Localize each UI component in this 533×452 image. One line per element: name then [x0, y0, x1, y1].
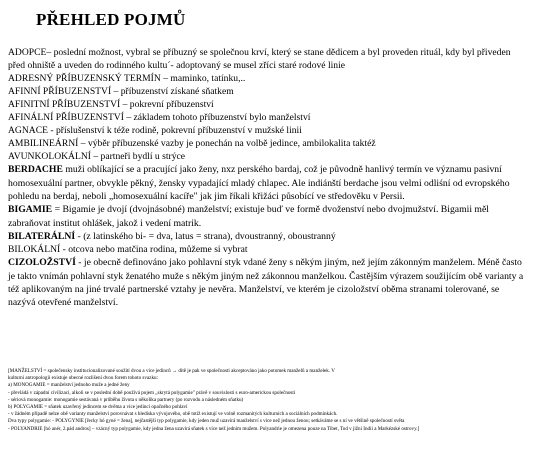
entry-agnace	[8, 124, 528, 137]
glossary-body	[8, 46, 528, 309]
entry-berdache	[8, 163, 528, 203]
entry-text: ADRESNÝ PŘÍBUZENSKÝ TERMÍN – maminko, tatínku,..	[8, 73, 246, 85]
entry-term: BERDACHE	[8, 164, 63, 176]
entry-text: BILOKÁLNÍ - otcova nebo matčina rodina, můžeme si vybrat	[8, 244, 248, 256]
entry-text: - (z latinského bi- = dva, latus = strana), dvoustranný, oboustranný	[75, 230, 336, 242]
footnote-block	[8, 368, 528, 433]
footnote-line: - převládá v západní civilizaci, alkoli se v poslední době používá pojem „skrytá polygamie" právě v souvislosti s euro-americkou společností	[8, 389, 296, 396]
entry-text: muži oblíkající se a pracující jako ženy, nxz perského bardaj, což je původně hanlivý termín ve významu pasivní homosexuální partner, obvykle pěkný, žensky vypadající mladý chlapec. Ale indiánští berdache jsou velmi odliśní od evropského pohledu na berdaj, neboli „homosexuální kacíře" jak jim říkali křižáci působící ve středověku v Persii.	[8, 164, 510, 203]
footnote-line: b) POLYGAMIE = sňatek uzavřený jedincem se dvěma a více jedinci opačného pohlaví	[8, 404, 188, 411]
entry-adresny	[8, 72, 528, 85]
footnote-line: a) MONOGAMIE = manželství jednoho muže a jedné ženy	[8, 382, 130, 389]
footnote-line: kulturní antropologii existuje obecné rozlišení dvou forem tohoto svazku:	[8, 375, 158, 382]
footnote-line: Dva typy polygamie: - POLYGYNIE [řecky hó gyné = žena], nejčastější typ polygamie, kdy jeden muž uzavírá manželství s více než jednou ženou; setkáváme se s ní ve většině společností světa	[8, 418, 405, 425]
entry-term: CIZOLOŽSTVÍ	[8, 257, 76, 269]
entry-bigamie	[8, 203, 528, 230]
entry-adopce	[8, 46, 528, 72]
footnote-line: - v žádném případě nelze obě varianty manželství porovnávat s hlediska vývojového, obě totiž existují ve volně rozmanitých kulturních a sociálních podmínkách.	[8, 411, 338, 418]
footnote-line: - POLYANDRIE [hó anér, 2.pád andros] – vzácný typ polygamie, kdy jedna žena uzavírá sňatek s více než jedním mužem. Polyandrie je omezena pouze na Tibet, Tod v jižní Indii a Markézské ostrovy.]	[8, 425, 420, 432]
entry-afinitni	[8, 98, 528, 111]
entry-text: AFINÁLNÍ PŘÍBUZENSTVÍ – základem tohoto příbuzenství bylo manželství	[8, 112, 311, 124]
footnote-line: - sériová monogamie: monogamie sestávaná v průběhu života s několika partnery (po rozvodu a následném sňatku)	[8, 396, 244, 403]
entry-text: ADOPCE– poslední možnost, vybral se příbuzný se společnou krví, který se stane dědicem a byl proveden rituál, kdy byl přiveden před ohniště a uveden do rodinného kultu´- adoptovaný se musel zříci staré rodové linie	[8, 47, 511, 72]
entry-ambilinearni	[8, 137, 528, 150]
page-title: PŘEHLED POJMŮ	[36, 10, 186, 29]
entry-text: AFINNÍ PŘÍBUZENSTVÍ – příbuzenství získané sňatkem	[8, 86, 234, 98]
entry-bilokalni	[8, 243, 528, 256]
entry-text: = Bigamie je dvojí (dvojnásobné) manželství; existuje buď ve formě dvoženství nebo dvojmužství. Bigamii měl zabraňovat institut ohlášek, jakož i vedení matrik.	[8, 204, 489, 229]
entry-afinalni	[8, 111, 528, 124]
footnote-line: [MANŽELSTVÍ = společensky institucionalizované soužití dvou a více jedinců → dítě je pak ve společnosti akceptováno jako potomek manželů a manželek. V	[8, 368, 335, 374]
entry-text: AMBILINEÁRNÍ – výběr příbuzenské vazby je ponechán na volbě jedince, ambilokalita taktéž	[8, 138, 376, 150]
entry-bilateralni	[8, 230, 528, 243]
entry-afinni	[8, 85, 528, 98]
entry-term: BIGAMIE	[8, 204, 53, 216]
entry-avunkolokalni	[8, 150, 528, 163]
entry-text: AVUNKOLOKÁLNÍ – partneři bydlí u strýce	[8, 151, 186, 163]
entry-text: AGNACE - příslušenství k téže rodině, pokrevní příbuzenství v mužské linii	[8, 125, 302, 137]
entry-term: BILATERÁLNÍ	[8, 230, 76, 242]
entry-text: - je obecně definováno jako pohlavní styk vdané ženy s někým jiným, než jejím zákonným manželem. Méně často je takto vnímán pohlavní styk ženatého muže s někým jiným než zákonnou manželkou. Častějším výrazem soužijícím obě varianty a též aplikovaným na jiné trvalé partnerské vztahy je nevěra. Manželství, ve kterém je cizoložství oběma stranami tolerované, se nazývá otevřené manželství.	[8, 257, 524, 309]
entry-cizolozstvi	[8, 256, 528, 309]
entry-text: AFINITNÍ PŘÍBUZENSTVÍ – pokrevní příbuzenství	[8, 99, 214, 111]
